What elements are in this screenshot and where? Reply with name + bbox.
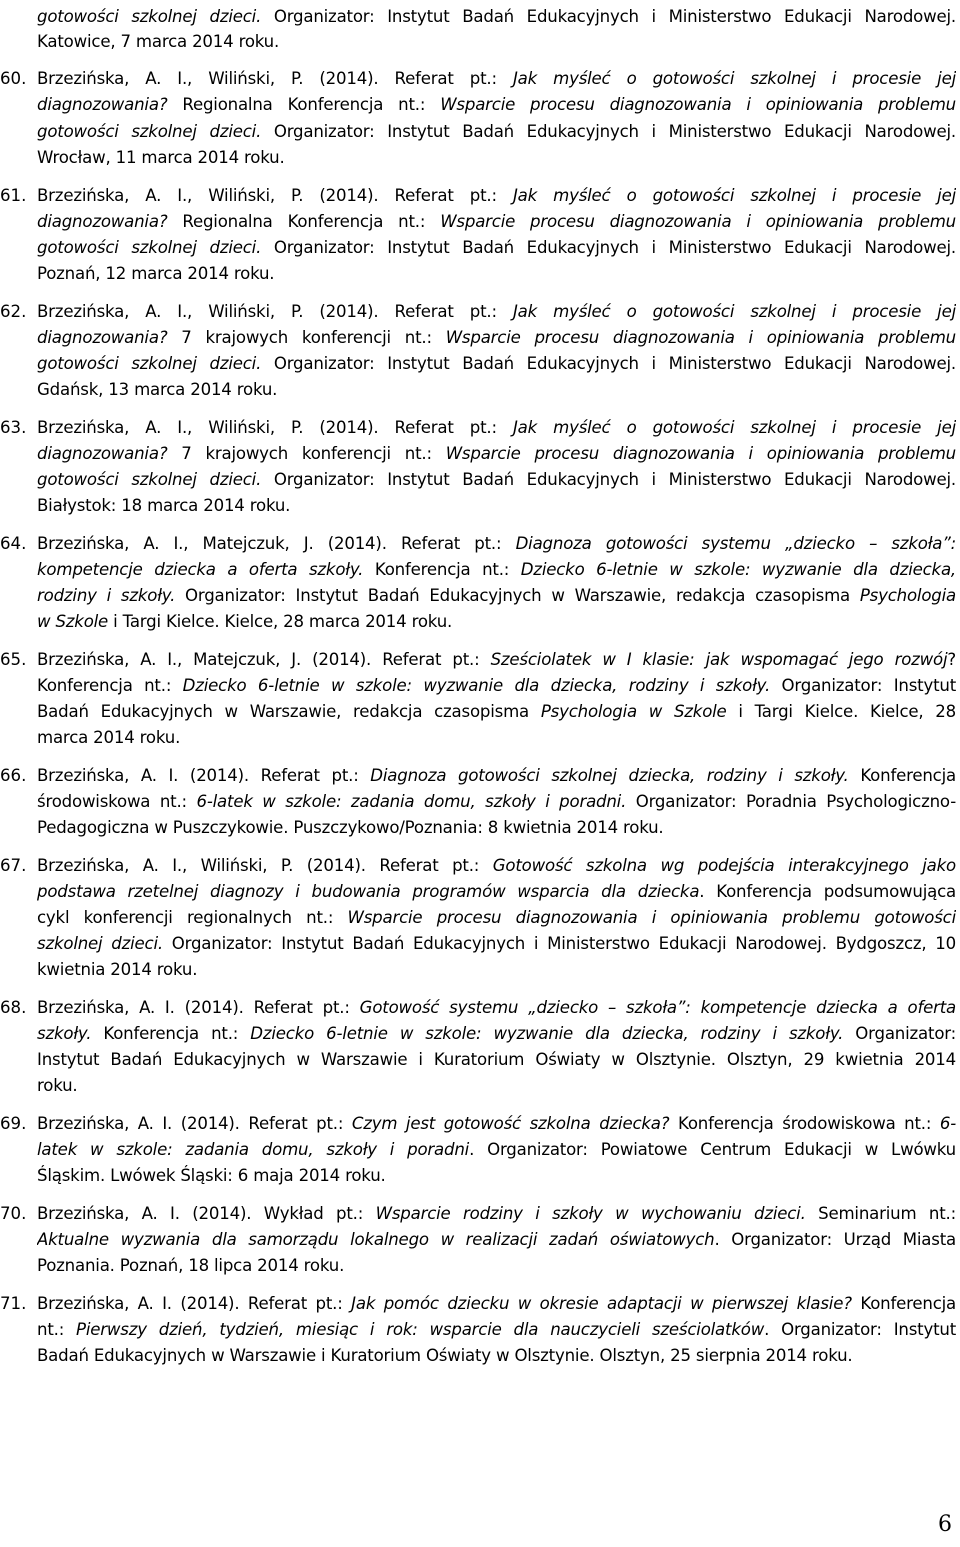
text-segment: Brzezińska, A. I. (2014). Referat pt.: bbox=[37, 1294, 352, 1313]
italic-text: gotowości szkolnej dzieci. bbox=[37, 238, 262, 257]
italic-text: Czym jest gotowość szkolna dziecka? bbox=[351, 1114, 670, 1133]
text-segment: 7 krajowych konferencji nt.: bbox=[167, 444, 446, 463]
text-segment: Organizator: Instytut Badań Edukacyjnych i Ministerstwo Edukacji Narodowej. bbox=[261, 7, 956, 26]
text-segment: Badań Edukacyjnych w Warszawie i Kuratorium Oświaty w Olsztynie. Olsztyn, 25 sierpnia 2014 roku. bbox=[37, 1346, 853, 1365]
italic-text: w Szkole bbox=[37, 612, 109, 631]
text-segment: Organizator: Poradnia Psychologiczno- bbox=[626, 792, 956, 811]
italic-text: Aktualne wyzwania dla samorządu lokalnego w realizacji zadań oświatowych bbox=[37, 1230, 715, 1249]
text-segment: cykl konferencji regionalnych nt.: bbox=[37, 908, 348, 927]
text-segment: Wrocław, 11 marca 2014 roku. bbox=[37, 148, 285, 167]
entry-number: 64. bbox=[0, 534, 27, 553]
entry-number: 63. bbox=[0, 418, 27, 437]
text-line bbox=[37, 726, 956, 750]
text-line bbox=[37, 996, 956, 1020]
text-segment: Konferencja bbox=[851, 1294, 956, 1313]
italic-text: Dziecko 6-letnie w szkole: wyzwanie dla dziecka, rodziny i szkoły. bbox=[250, 1024, 844, 1043]
italic-text: 6-latek w szkole: zadania domu, szkoły i poradni. bbox=[196, 792, 627, 811]
italic-text: Wsparcie procesu diagnozowania i opiniowania problemu bbox=[445, 328, 956, 347]
entry-number: 67. bbox=[0, 856, 27, 875]
text-line bbox=[37, 93, 956, 117]
text-line bbox=[37, 932, 956, 956]
italic-text: Wsparcie procesu diagnozowania i opiniowania problemu bbox=[445, 444, 956, 463]
entry-number: 68. bbox=[0, 998, 27, 1017]
italic-text: gotowości szkolnej dzieci. bbox=[37, 122, 262, 141]
text-line bbox=[37, 184, 956, 208]
text-segment: nt.: bbox=[37, 1320, 77, 1339]
text-segment: Białystok: 18 marca 2014 roku. bbox=[37, 496, 291, 515]
text-segment: Brzezińska, A. I., Matejczuk, J. (2014). Referat pt.: bbox=[37, 534, 516, 553]
italic-text: Jak pomóc dziecku w okresie adaptacji w pierwszej klasie? bbox=[351, 1294, 852, 1313]
italic-text: Wsparcie rodziny i szkoły w wychowaniu dzieci. bbox=[375, 1204, 806, 1223]
text-line bbox=[37, 262, 956, 286]
text-segment: Organizator: Instytut bbox=[770, 676, 956, 695]
text-segment: Badań Edukacyjnych w Warszawie, redakcja czasopisma bbox=[37, 702, 541, 721]
text-line bbox=[37, 5, 956, 29]
text-segment: Brzezińska, A. I., Wiliński, P. (2014). Referat pt.: bbox=[37, 418, 513, 437]
text-line bbox=[37, 790, 956, 814]
text-segment: Regionalna Konferencja nt.: bbox=[167, 212, 441, 231]
text-segment: środowiskowa nt.: bbox=[37, 792, 197, 811]
text-segment: Konferencja bbox=[848, 766, 956, 785]
italic-text: Psychologia w Szkole bbox=[540, 702, 727, 721]
text-line bbox=[37, 764, 956, 788]
italic-text: Pierwszy dzień, tydzień, miesiąc i rok: wsparcie dla nauczycieli sześciolatków bbox=[76, 1320, 765, 1339]
entry-number: 70. bbox=[0, 1204, 27, 1223]
italic-text: Jak myśleć o gotowości szkolnej i procesie jej bbox=[512, 186, 956, 205]
text-line bbox=[37, 120, 956, 144]
text-line bbox=[37, 906, 956, 930]
text-segment: . Konferencja podsumowująca bbox=[699, 882, 956, 901]
italic-text: Diagnoza gotowości systemu „dziecko – szkoła”: bbox=[515, 534, 956, 553]
entry-number: 69. bbox=[0, 1114, 27, 1133]
italic-text: gotowości szkolnej dzieci. bbox=[37, 354, 262, 373]
italic-text: Diagnoza gotowości szkolnej dziecka, rodziny i szkoły. bbox=[370, 766, 849, 785]
text-segment: Brzezińska, A. I., Wiliński, P. (2014). Referat pt.: bbox=[37, 302, 513, 321]
text-line bbox=[37, 532, 956, 556]
text-line bbox=[37, 854, 956, 878]
text-line bbox=[37, 558, 956, 582]
italic-text: Wsparcie procesu diagnozowania i opiniowania problemu bbox=[440, 212, 956, 231]
italic-text: podstawa rzetelnej diagnozy i budowania programów wsparcia dla dziecka bbox=[37, 882, 700, 901]
page-number: 6 bbox=[938, 1512, 952, 1537]
italic-text: gotowości szkolnej dzieci. bbox=[37, 7, 262, 26]
text-segment: i Targi Kielce. Kielce, 28 marca 2014 roku. bbox=[108, 612, 453, 631]
italic-text: kompetencje dziecka a oferta szkoły. bbox=[37, 560, 364, 579]
text-segment: Brzezińska, A. I. (2014). Wykład pt.: bbox=[37, 1204, 376, 1223]
text-segment: . Organizator: Powiatowe Centrum Edukacji w Lwówku bbox=[469, 1140, 956, 1159]
text-line bbox=[37, 1292, 956, 1316]
italic-text: szkolnej dzieci. bbox=[37, 934, 163, 953]
text-line bbox=[37, 210, 956, 234]
italic-text: diagnozowania? bbox=[37, 444, 168, 463]
text-line bbox=[37, 416, 956, 440]
text-segment: Pedagogiczna w Puszczykowie. Puszczykowo/Poznania: 8 kwietnia 2014 roku. bbox=[37, 818, 664, 837]
text-line bbox=[37, 1022, 956, 1046]
text-line bbox=[37, 584, 956, 608]
text-line bbox=[37, 352, 956, 376]
italic-text: Dziecko 6-letnie w szkole: wyzwanie dla dziecka, bbox=[520, 560, 956, 579]
text-segment: Brzezińska, A. I. (2014). Referat pt.: bbox=[37, 998, 360, 1017]
text-line bbox=[37, 1048, 956, 1072]
text-segment: Organizator: Instytut Badań Edukacyjnych i Ministerstwo Edukacji Narodowej. bbox=[261, 238, 956, 257]
text-segment: Brzezińska, A. I., Wiliński, P. (2014). Referat pt.: bbox=[37, 69, 513, 88]
italic-text: diagnozowania? bbox=[37, 328, 168, 347]
text-segment: Poznań, 12 marca 2014 roku. bbox=[37, 264, 275, 283]
text-line bbox=[37, 146, 956, 170]
text-line bbox=[37, 700, 956, 724]
text-segment: Katowice, 7 marca 2014 roku. bbox=[37, 32, 280, 51]
italic-text: latek w szkole: zadania domu, szkoły i poradni bbox=[37, 1140, 470, 1159]
text-segment: Śląskim. Lwówek Śląski: 6 maja 2014 roku. bbox=[37, 1166, 386, 1185]
text-line bbox=[37, 674, 956, 698]
text-segment: Konferencja nt.: bbox=[91, 1024, 251, 1043]
text-line bbox=[37, 300, 956, 324]
text-segment: Konferencja środowiskowa nt.: bbox=[669, 1114, 940, 1133]
text-segment: Instytut Badań Edukacyjnych w Warszawie i Kuratorium Oświaty w Olsztynie. Olsztyn, 29 kwietnia 2014 bbox=[37, 1050, 956, 1069]
text-segment: Brzezińska, A. I., Wiliński, P. (2014). Referat pt.: bbox=[37, 186, 513, 205]
italic-text: diagnozowania? bbox=[37, 95, 168, 114]
text-segment: Organizator: bbox=[843, 1024, 956, 1043]
italic-text: Jak myśleć o gotowości szkolnej i procesie jej bbox=[512, 302, 956, 321]
italic-text: rodziny i szkoły. bbox=[37, 586, 176, 605]
text-segment: marca 2014 roku. bbox=[37, 728, 181, 747]
text-segment: Organizator: Instytut Badań Edukacyjnych i Ministerstwo Edukacji Narodowej. bbox=[261, 470, 956, 489]
text-line bbox=[37, 648, 956, 672]
text-line bbox=[37, 326, 956, 350]
italic-text: gotowości szkolnej dzieci. bbox=[37, 470, 262, 489]
italic-text: Gotowość szkolna wg podejścia interakcyjnego jako bbox=[492, 856, 956, 875]
text-line bbox=[37, 1344, 956, 1368]
text-segment: Poznania. Poznań, 18 lipca 2014 roku. bbox=[37, 1256, 345, 1275]
text-segment: Seminarium nt.: bbox=[805, 1204, 956, 1223]
text-line bbox=[37, 378, 956, 402]
text-line bbox=[37, 880, 956, 904]
italic-text: szkoły. bbox=[37, 1024, 92, 1043]
entry-number: 60. bbox=[0, 69, 27, 88]
entry-number: 61. bbox=[0, 186, 27, 205]
text-line bbox=[37, 236, 956, 260]
text-segment: Organizator: Instytut Badań Edukacyjnych w Warszawie, redakcja czasopisma bbox=[175, 586, 860, 605]
text-segment: kwietnia 2014 roku. bbox=[37, 960, 198, 979]
text-segment: i Targi Kielce. Kielce, 28 bbox=[726, 702, 956, 721]
italic-text: Dziecko 6-letnie w szkole: wyzwanie dla dziecka, rodziny i szkoły. bbox=[182, 676, 771, 695]
text-line bbox=[37, 1164, 956, 1188]
text-line bbox=[37, 1202, 956, 1226]
text-line bbox=[37, 30, 956, 54]
italic-text: Jak myśleć o gotowości szkolnej i procesie jej bbox=[512, 69, 956, 88]
italic-text: Wsparcie procesu diagnozowania i opiniowania problemu bbox=[440, 95, 956, 114]
italic-text: Gotowość systemu „dziecko – szkoła”: kompetencje dziecka a oferta bbox=[359, 998, 956, 1017]
text-segment: Organizator: Instytut Badań Edukacyjnych i Ministerstwo Edukacji Narodowej. bbox=[261, 122, 956, 141]
text-line bbox=[37, 1228, 956, 1252]
text-segment: Gdańsk, 13 marca 2014 roku. bbox=[37, 380, 278, 399]
italic-text: Wsparcie procesu diagnozowania i opiniowania problemu gotowości bbox=[347, 908, 956, 927]
text-line bbox=[37, 1138, 956, 1162]
text-segment: ? bbox=[947, 650, 956, 669]
text-line bbox=[37, 67, 956, 91]
text-segment: Brzezińska, A. I., Wiliński, P. (2014). Referat pt.: bbox=[37, 856, 493, 875]
text-segment: Brzezińska, A. I. (2014). Referat pt.: bbox=[37, 1114, 352, 1133]
italic-text: 6- bbox=[939, 1114, 956, 1133]
text-segment: Konferencja nt.: bbox=[363, 560, 521, 579]
text-segment: Organizator: Instytut Badań Edukacyjnych i Ministerstwo Edukacji Narodowej. bbox=[261, 354, 956, 373]
entry-number: 66. bbox=[0, 766, 27, 785]
text-segment: Organizator: Instytut Badań Edukacyjnych i Ministerstwo Edukacji Narodowej. Bydgoszcz, 10 bbox=[162, 934, 956, 953]
text-line bbox=[37, 1112, 956, 1136]
text-line bbox=[37, 494, 956, 518]
entry-number: 62. bbox=[0, 302, 27, 321]
text-segment: roku. bbox=[37, 1076, 78, 1095]
italic-text: Sześciolatek w I klasie: jak wspomagać jego rozwój bbox=[490, 650, 948, 669]
text-line bbox=[37, 1254, 956, 1278]
italic-text: Psychologia bbox=[859, 586, 956, 605]
text-segment: Brzezińska, A. I., Matejczuk, J. (2014). Referat pt.: bbox=[37, 650, 491, 669]
text-line bbox=[37, 816, 956, 840]
entry-number: 65. bbox=[0, 650, 27, 669]
italic-text: Jak myśleć o gotowości szkolnej i procesie jej bbox=[512, 418, 956, 437]
text-line bbox=[37, 958, 956, 982]
italic-text: diagnozowania? bbox=[37, 212, 168, 231]
text-segment: 7 krajowych konferencji nt.: bbox=[167, 328, 446, 347]
text-segment: Konferencja nt.: bbox=[37, 676, 183, 695]
text-line bbox=[37, 442, 956, 466]
text-line bbox=[37, 468, 956, 492]
entry-number: 71. bbox=[0, 1294, 27, 1313]
text-segment: Brzezińska, A. I. (2014). Referat pt.: bbox=[37, 766, 371, 785]
text-line bbox=[37, 610, 956, 634]
text-line bbox=[37, 1074, 956, 1098]
text-segment: Regionalna Konferencja nt.: bbox=[167, 95, 441, 114]
text-segment: . Organizator: Urząd Miasta bbox=[714, 1230, 956, 1249]
text-segment: . Organizator: Instytut bbox=[764, 1320, 956, 1339]
text-line bbox=[37, 1318, 956, 1342]
